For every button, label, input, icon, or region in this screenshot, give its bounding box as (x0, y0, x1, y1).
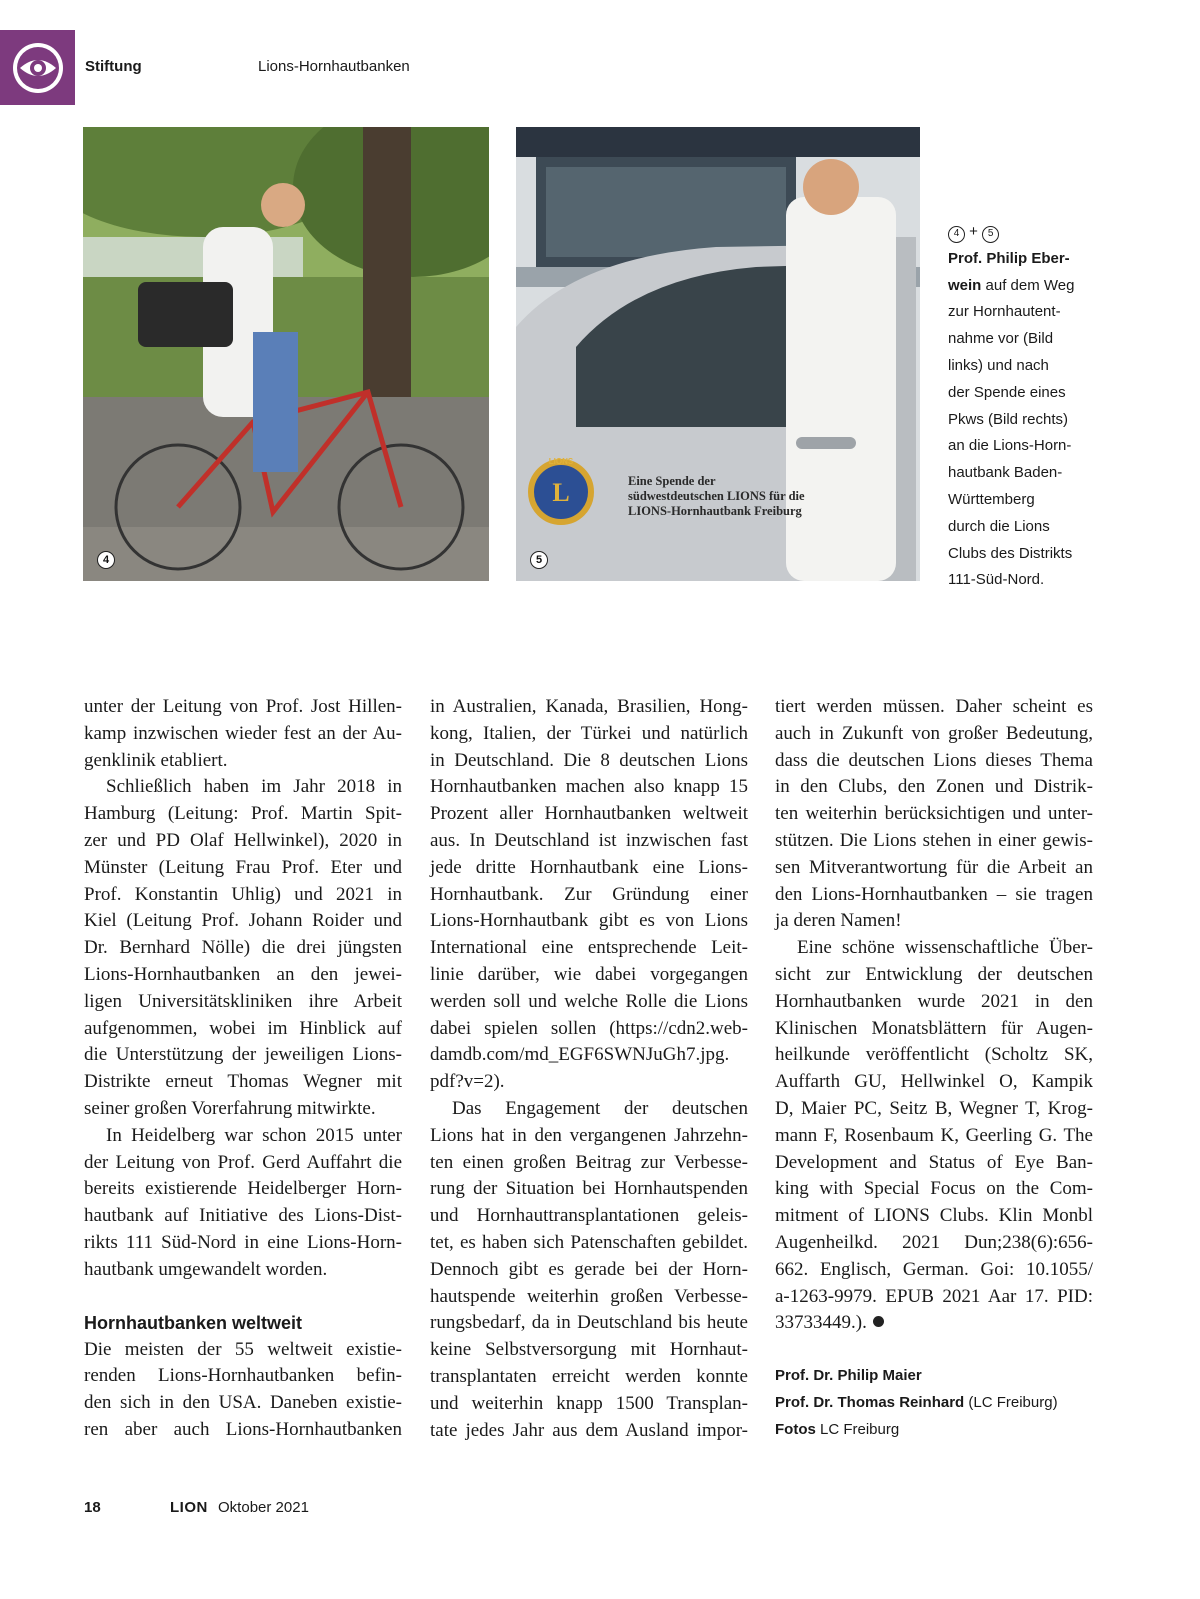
caption-name-line: Prof. Philip Eber- (948, 249, 1070, 267)
text-line: Lions hat in den vergangenen Jahrzehn- (430, 1124, 748, 1146)
text-line: a-1263-9979. EPUB 2021 Aar 17. PID: (775, 1285, 1093, 1307)
text-line: und Hornhauttransplantationen geleis- (430, 1205, 748, 1227)
text-line: linie darüber, wie dabei vorgegangen (430, 963, 748, 985)
photo-bicycle (83, 127, 489, 581)
text-line: kamp inzwischen wieder fest an der Au- (84, 722, 402, 744)
section-title: Stiftung (85, 58, 142, 75)
text-line: king with Special Focus on the Com- (775, 1178, 1093, 1200)
text-line: sicht zur Entwicklung der deutschen (775, 963, 1093, 985)
text-line: aus. In Deutschland ist inzwischen fast (430, 829, 748, 851)
text-line: zer und PD Olaf Hellwinkel), 2020 in (84, 829, 402, 851)
text-line: stützen. Die Lions stehen in einer gewis- (775, 829, 1093, 851)
text-line: der Leitung von Prof. Gerd Auffahrt die (84, 1151, 402, 1173)
text-line: Development and Status of Eye Ban- (775, 1151, 1093, 1173)
text-line: in den Clubs, den Zonen und Distrik- (775, 776, 1093, 798)
caption-ref-sep: + (969, 223, 978, 240)
lions-emblem-letter: L (552, 478, 570, 507)
text-line: Lions-Hornhautbank gibt es von Lions (430, 910, 748, 932)
car-door-text-3: LIONS-Hornhautbank Freiburg (628, 504, 802, 518)
text-line: mann F, Rosenbaum K, Geerling G. The (775, 1124, 1093, 1146)
caption-line: 111-Süd-Nord. (948, 571, 1045, 589)
text-line: In Heidelberg war schon 2015 unter (106, 1124, 402, 1146)
text-line: Distrikte erneut Thomas Wegner mit (84, 1071, 402, 1093)
car-door-text-2: südwestdeutschen LIONS für die (628, 489, 805, 503)
text-line: jede dritte Hornhautbank eine Lions- (430, 856, 748, 878)
text-line: keine Selbstversorgung mit Hornhaut- (430, 1339, 748, 1361)
credit-author-2: Prof. Dr. Thomas Reinhard (LC Freiburg) (775, 1394, 1058, 1412)
eye-icon (10, 40, 66, 96)
text-line: Hornhautbanken machen also knapp 15 (430, 776, 748, 798)
magazine-brand: LION (170, 1499, 208, 1516)
text-line: ten einen großen Beitrag zur Verbesse- (430, 1151, 748, 1173)
text-line: ligen Universitätskliniken ihre Arbeit (84, 990, 402, 1012)
text-line: den sich in den USA. Daneben existie- (84, 1392, 402, 1414)
text-line: ten weiterhin berücksichtigen und unter- (775, 803, 1093, 825)
text-line: renden Lions-Hornhautbanken befin- (84, 1365, 402, 1387)
text-line: werden soll und welche Rolle die Lions (430, 990, 748, 1012)
text-line: D, Maier PC, Seitz B, Wegner T, Krog- (775, 1097, 1093, 1119)
text-line: hautbank auf Initiative des Lions-Dist- (84, 1205, 402, 1227)
text-line: Hamburg (Leitung: Prof. Martin Spit- (84, 803, 402, 825)
text-line: Lions-Hornhautbanken an den jewei- (84, 963, 402, 985)
article-column-1 (84, 694, 402, 1444)
text-line: hautbank umgewandelt worden. (84, 1258, 328, 1280)
text-line: Auffarth GU, Hellwinkel O, Kampik (775, 1071, 1093, 1093)
caption-line: zur Hornhautent- (948, 303, 1061, 321)
text-line: Klinischen Monatsblättern für Augen- (775, 1017, 1093, 1039)
text-line: dass die deutschen Lions dieses Thema (775, 749, 1093, 771)
text-line: rikts 111 Süd-Nord in eine Lions-Horn- (84, 1231, 402, 1253)
text-line: rung der Situation bei Hornhautspenden (430, 1178, 748, 1200)
text-line: kong, Italien, der Türkei und natürlich (430, 722, 748, 744)
page-number: 18 (84, 1499, 101, 1516)
caption-line: Pkws (Bild rechts) (948, 410, 1069, 428)
text-line: unter der Leitung von Prof. Jost Hillen- (84, 696, 402, 717)
text-line: Prozent aller Hornhautbanken weltweit (430, 803, 748, 825)
text-line: rungsbedarf, da in Deutschland bis heute (430, 1312, 748, 1334)
text-line: Hornhautbanken wurde 2021 in den (775, 990, 1093, 1012)
lions-emblem-text: LIONS (548, 457, 574, 466)
photo-number-badge: 4 (97, 551, 115, 569)
text-line: Kiel (Leitung Prof. Johann Roider und (84, 910, 402, 932)
text-line: Augenheilkd. 2021 Dun;238(6):656- (775, 1231, 1093, 1253)
caption-ref-b: 5 (982, 226, 999, 243)
text-line: Hornhautbank. Zur Gründung einer (430, 883, 748, 905)
text-line: pdf?v=2). (430, 1071, 505, 1093)
article-column-2 (430, 694, 748, 1444)
text-line: auch in Zukunft von großer Bedeutung, (775, 722, 1093, 744)
caption-line: durch die Lions (948, 517, 1050, 535)
text-line: International eine entsprechende Leit- (430, 937, 748, 959)
text-line: tiert werden müssen. Daher scheint es (775, 696, 1093, 717)
caption-line: der Spende eines (948, 383, 1066, 401)
caption-refs (948, 219, 1098, 246)
text-line: den Lions-Hornhautbanken – sie tragen (775, 883, 1093, 905)
text-line: tate jedes Jahr aus dem Ausland impor- (430, 1419, 748, 1441)
text-line: ren aber auch Lions-Hornhautbanken (84, 1418, 402, 1440)
text-line: bereits existierende Heidelberger Horn- (84, 1178, 402, 1200)
text-line: die Unterstützung der jeweiligen Lions- (84, 1044, 402, 1066)
magazine-footer (170, 1499, 309, 1516)
text-line: Münster (Leitung Frau Prof. Eter und (84, 856, 402, 878)
text-line: 33733449.). (775, 1310, 1093, 1337)
caption-line: nahme vor (Bild (948, 330, 1054, 348)
text-line: tet, es haben sich Patenschaften gebildet. (430, 1231, 748, 1253)
text-line: genklinik etabliert. (84, 749, 228, 771)
text-line: sen Mitverantwortung für die Arbeit an (775, 856, 1093, 878)
photo-car-donation (516, 127, 920, 581)
text-line: Schließlich haben im Jahr 2018 in (106, 776, 402, 798)
text-line: heilkunde veröffentlicht (Scholtz SK, (775, 1044, 1093, 1066)
text-line: damdb.com/md_EGF6SWNJuGh7.jpg. (430, 1044, 730, 1066)
caption-line: hautbank Baden- (948, 464, 1063, 482)
caption-ref-a: 4 (948, 226, 965, 243)
text-line: transplantaten erreicht werden konnte (430, 1365, 748, 1387)
credit-author-1: Prof. Dr. Philip Maier (775, 1367, 922, 1385)
text-line: und weiterhin knapp 1500 Transplan- (430, 1392, 748, 1414)
caption-line: links) und nach (948, 356, 1049, 374)
text-line: mitment of LIONS Clubs. Klin Monbl (775, 1205, 1093, 1227)
text-line: in Australien, Kanada, Brasilien, Hong- (430, 696, 748, 717)
text-line: 662. Englisch, German. Goi: 10.1055/ (775, 1258, 1093, 1280)
magazine-issue: Oktober 2021 (218, 1499, 309, 1516)
caption-line: an die Lions-Horn- (948, 437, 1072, 455)
section-logo (0, 30, 75, 105)
text-line: Dr. Bernhard Nölle) die drei jüngsten (84, 937, 402, 959)
text-line: aufgenommen, wobei im Hinblick auf (84, 1017, 402, 1039)
car-door-text-1: Eine Spende der (628, 474, 716, 488)
text-line: seiner großen Vorerfahrung mitwirkte. (84, 1097, 376, 1119)
text-line: dabei spielen sollen (https://cdn2.web- (430, 1017, 748, 1039)
text-line: ja deren Namen! (775, 910, 902, 932)
subheading: Hornhautbanken weltweit (84, 1312, 303, 1333)
text-line: Dennoch gibt es gerade bei der Horn- (430, 1258, 748, 1280)
text-line: Die meisten der 55 weltweit existie- (84, 1338, 402, 1360)
article-column-3 (775, 694, 1093, 1443)
caption-line: Württemberg (948, 490, 1035, 508)
caption-line: Clubs des Distrikts (948, 544, 1073, 562)
text-line: Prof. Konstantin Uhlig) und 2021 in (84, 883, 402, 905)
text-line: in Deutschland. Die 8 deutschen Lions (430, 749, 748, 771)
end-of-article-icon (873, 1316, 884, 1327)
photo-caption (948, 219, 1098, 594)
text-line: hautspende weiterhin großen Verbesse- (430, 1285, 748, 1307)
caption-name-line-2: wein auf dem Weg (948, 276, 1075, 294)
text-line: Eine schöne wissenschaftliche Über- (797, 937, 1093, 959)
credit-photos: Fotos LC Freiburg (775, 1421, 900, 1439)
text-line: Das Engagement der deutschen (452, 1097, 748, 1119)
topic-title: Lions-Hornhautbanken (258, 58, 410, 75)
author-credits (775, 1362, 1093, 1443)
photo-number-badge: 5 (530, 551, 548, 569)
